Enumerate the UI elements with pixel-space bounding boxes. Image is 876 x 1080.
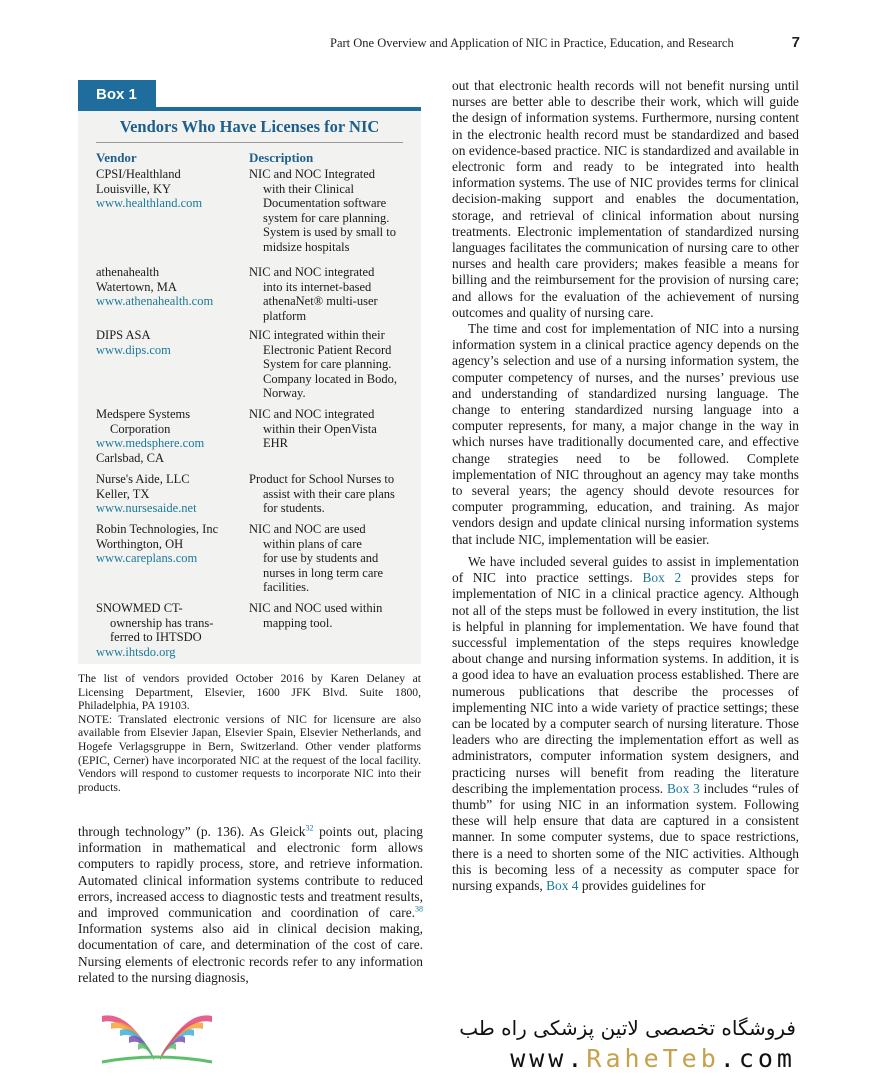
description-line: NIC and NOC used within [249, 601, 383, 615]
running-head-text: Part One Overview and Application of NIC in Practice, Education, and Research [330, 36, 734, 50]
vendor-url-link[interactable]: www.dips.com [96, 342, 171, 357]
vendor-cell [96, 407, 244, 465]
text-run: through technology” (p. 136). As Gleick [78, 824, 306, 839]
description-cell [249, 328, 409, 401]
vendor-url-link[interactable]: www.ihtsdo.org [96, 644, 176, 659]
vendor-line: Louisville, KY [96, 181, 171, 196]
description-line: within their OpenVista [263, 421, 377, 436]
box-footnote [78, 672, 421, 794]
vendor-url-link[interactable]: www.nursesaide.net [96, 501, 197, 516]
vendor-url-link[interactable]: www.healthland.com [96, 196, 203, 211]
description-line: NIC and NOC Integrated [249, 167, 376, 181]
description-line: NIC and NOC integrated [249, 407, 375, 421]
open-book-logo-icon [94, 1006, 220, 1070]
vendor-line: CPSI/Healthland [96, 167, 181, 181]
vendor-line: Medspere Systems [96, 407, 191, 421]
description-cell [249, 601, 409, 630]
description-line: platform [263, 308, 307, 323]
vendor-line: athenahealth [96, 265, 160, 279]
description-line: midsize hospitals [263, 239, 350, 254]
description-line: mapping tool. [263, 615, 333, 630]
vendor-line: Nurse's Aide, LLC [96, 472, 190, 486]
vendor-line: Keller, TX [96, 486, 150, 501]
vendor-line: Worthington, OH [96, 536, 184, 551]
description-cell [249, 167, 409, 255]
vendor-line: Corporation [110, 421, 171, 436]
text-run: includes “rules of thumb” for using NIC in an information system. Following these will help ensure that data are captured in a consistent manner. In some computer systems, due to space restrictions, there is a need to shorten some of the NIC activities. Although this is becoming less of a necessity as computer space for nursing expands, [452, 780, 799, 893]
url-suffix: .com [719, 1044, 796, 1073]
box-tab-label: Box 1 [78, 80, 156, 109]
description-line: EHR [263, 436, 288, 451]
description-line: with their Clinical [263, 181, 354, 196]
vendors-box [78, 111, 421, 664]
vendor-url-link[interactable]: www.medsphere.com [96, 436, 205, 451]
vendor-line: ownership has trans- [110, 615, 214, 630]
vendor-line: SNOWMED CT- [96, 601, 183, 615]
paragraph: The time and cost for implementation of NIC into a nursing information system in a clinical practice agency depends on the agency’s selection and use of a nursing information system, the computer competency of nurses, and the nurses’ previous use and understanding of standardized nursing language. The change to entering standardized nursing language into a computer represents, for many, a major change in the way in which nurses have traditionally documented care, and effective change strategies need to be followed. Complete implementation of NIC throughout an agency may take months to several years; the agency should devote resources for computer programming, education, and training. As major vendors design and update clinical nursing information systems that include NIC, implementation will be easier. [452, 321, 799, 547]
watermark-footer [50, 994, 826, 1080]
text-run: Information systems also aid in clinical decision making, documentation of care, and determination of the cost of care. Nursing elements of electronic records refer to any information related to the nursing diagnosis, [78, 921, 423, 985]
store-name: فروشگاه تخصصی لاتین پزشکی راه طب [459, 1016, 796, 1040]
vendor-line: Watertown, MA [96, 279, 177, 294]
reference-marker[interactable]: 38 [415, 904, 423, 914]
description-line: System for care planning. [263, 357, 392, 372]
description-line: Electronic Patient Record [263, 342, 392, 357]
left-column-text [78, 824, 423, 986]
description-line: for students. [263, 501, 325, 516]
reference-marker[interactable]: 32 [305, 823, 314, 833]
description-line: NIC integrated within their [249, 328, 385, 342]
description-line: facilities. [263, 580, 310, 595]
text-run: provides guidelines for [578, 877, 706, 893]
description-line: Product for School Nurses to [249, 472, 395, 486]
column-header-description: Description [249, 150, 314, 165]
description-line: Documentation software [263, 196, 387, 211]
paragraph: out that electronic health records will not benefit nursing until nurses are better able to describe their work, which will guide the design of information systems. Furthermore, nursing content in the electronic health record must be standardized and based on evidence-based practice. NIC is standardized and available in electronic form and ready to be integrated into health information systems. The use of NIC provides terms for clinical decision-making support and enables the documentation, storage, and retrieval of clinical information about nursing treatments. Electronic implementation of standardized nursing languages facilitates the communication of nursing care to other nurses and health care providers; makes feasible a means for billing and the reimbursement for the provision of nursing care; and allows for the evaluation of the achievement of nursing outcomes and quality of nursing care. [452, 78, 799, 320]
text-run: provides steps for implementation of NIC in a clinical practice agency. Although not all of the steps must be followed in every institution, the list is helpful in planning for implementation. We have found that successful implementation of the steps requires knowledge about change and nursing information systems. In addition, it is a good idea to have an evaluation process established. There are numerous publications that describe the processes of implementing NIC into a wide variety of practice settings; these can be located by a computer search of nursing literature. Those leaders who are directing the implementation effort as well as administrators, computer information system designers, and practicing nurses will benefit from reading the literature describing the implementation process. [452, 570, 800, 796]
box-4-link[interactable]: Box 4 [546, 877, 579, 893]
box-2-link[interactable]: Box 2 [642, 570, 682, 586]
description-line: into its internet-based [263, 279, 372, 294]
description-line: within plans of care [263, 536, 362, 551]
vendor-cell [96, 601, 244, 659]
description-line: for use by students and [263, 551, 379, 566]
description-cell [249, 407, 409, 451]
description-line: NIC and NOC are used [249, 522, 366, 536]
running-head [330, 36, 800, 51]
right-column-text [452, 78, 799, 894]
page-number: 7 [791, 34, 800, 51]
description-line: Company located in Bodo, [263, 371, 398, 386]
box-3-link[interactable]: Box 3 [666, 780, 700, 796]
vendor-line: Carlsbad, CA [96, 450, 165, 465]
vendor-cell [96, 472, 244, 516]
url-prefix: www. [510, 1044, 587, 1073]
description-line: system for care planning. [263, 210, 390, 225]
description-line: System is used by small to [263, 225, 396, 240]
description-cell [249, 472, 409, 516]
vendor-cell [96, 522, 244, 566]
text-run: points out, placing information in mathematical and electronic form allows computers to rapidly process, store, and retrieve information. Automated clinical information systems contribute to reduced errors, increased access to diagnostic tests and treatment results, and improved communication and coordination of care. [78, 824, 423, 921]
description-line: athenaNet® multi-user [263, 294, 378, 309]
box-footnote-note: NOTE: Translated electronic versions of NIC for licensure are also available from Elsevier Japan, Elsevier Spain, Elsevier Netherlands, and Hogefe Verlagsgruppe in Bern, Switzerland. Other vender platforms (EPIC, Cerner) have incorporated NIC at the request of the local facility. Vendors will respond to customer requests to incorporate NIC into their products. [78, 712, 421, 794]
box-title-divider [96, 142, 403, 143]
vendor-url-link[interactable]: www.athenahealth.com [96, 294, 214, 309]
description-line: NIC and NOC integrated [249, 265, 375, 279]
box-footnote-source: The list of vendors provided October 2016 by Karen Delaney at Licensing Department, Elsevier, 1600 JFK Blvd. Suite 1800, Philadelphia, PA 19103. [78, 672, 421, 713]
store-url[interactable] [510, 1044, 796, 1073]
text-run: We have included several guides to assist in implementation of NIC into practice settings. [452, 553, 799, 586]
vendor-line: Robin Technologies, Inc [96, 522, 219, 536]
description-line: nurses in long term care [263, 565, 384, 580]
vendor-line: DIPS ASA [96, 328, 151, 342]
vendor-url-link[interactable]: www.careplans.com [96, 551, 198, 566]
url-brand: RaheTeb [586, 1044, 720, 1073]
vendor-cell [96, 167, 244, 211]
description-cell [249, 265, 409, 323]
box-title: Vendors Who Have Licenses for NIC [119, 117, 380, 136]
paragraph [78, 824, 423, 986]
vendor-cell [96, 328, 244, 357]
vendor-line: ferred to IHTSDO [110, 630, 202, 645]
column-header-vendor: Vendor [96, 150, 137, 165]
description-line: assist with their care plans [263, 486, 395, 501]
description-line: Norway. [263, 386, 306, 401]
paragraph [452, 554, 799, 894]
vendor-cell [96, 265, 244, 309]
description-cell [249, 522, 409, 595]
